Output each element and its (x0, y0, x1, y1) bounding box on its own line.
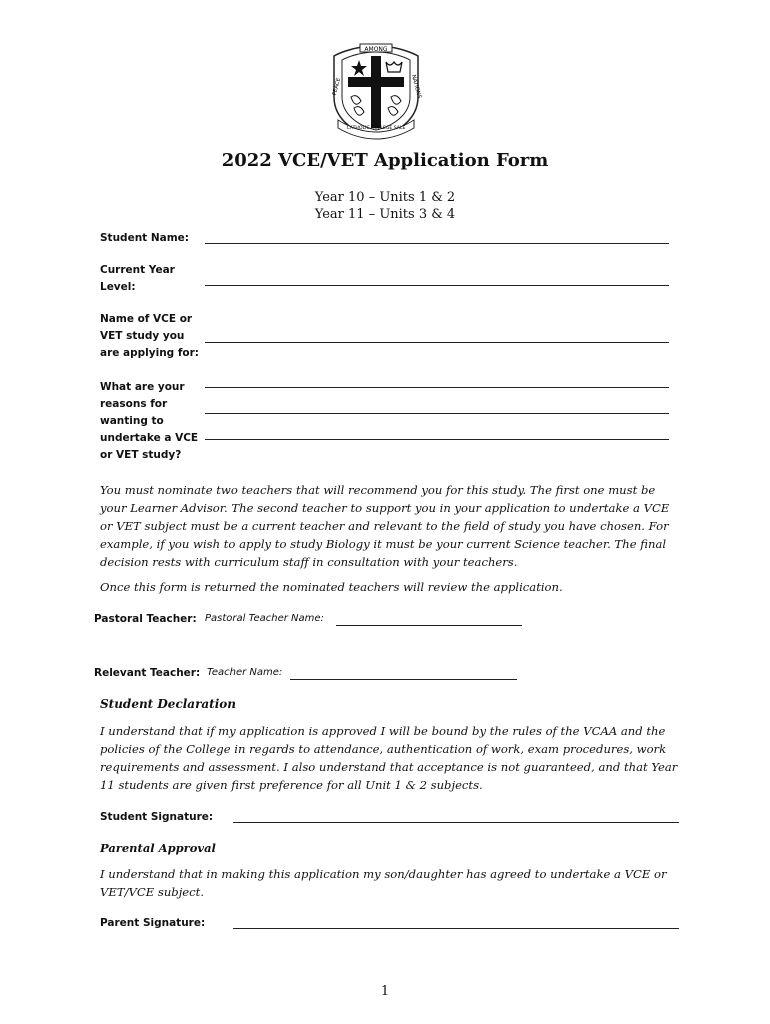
student-name-label: Student Name: (100, 232, 189, 244)
pastoral-teacher-name-label: Pastoral Teacher Name: (205, 613, 324, 624)
declaration-line-2: policies of the College in regards to attendance, authentication of work, exam procedures, work (100, 742, 667, 756)
parent-signature-label: Parent Signature: (100, 917, 206, 929)
reasons-field-line-1[interactable] (205, 387, 669, 388)
declaration-line-3: requirements and assessment. I also understand that acceptance is not guaranteed, and that Year (100, 760, 678, 774)
pastoral-teacher-label: Pastoral Teacher: (94, 613, 197, 625)
instructions-paragraph (100, 481, 700, 571)
study-label-1: Name of VCE or (100, 313, 193, 325)
crest-motto-top: AMONG (364, 46, 388, 53)
subtitle-year10: Year 10 – Units 1 & 2 (314, 190, 456, 205)
crest-motto-right: NATIONS (409, 74, 423, 100)
reasons-label-1: What are your (100, 381, 185, 393)
study-label-3: are applying for: (100, 347, 200, 359)
relevant-teacher-name-field[interactable] (290, 679, 517, 680)
current-year-field[interactable] (205, 285, 669, 286)
parental-line-2: VET/VCE subject. (100, 885, 204, 899)
reasons-label-4: undertake a VCE (100, 432, 199, 444)
parent-signature-field[interactable] (233, 928, 679, 929)
page-number: 1 (380, 984, 390, 999)
relevant-teacher-name-label: Teacher Name: (207, 667, 283, 678)
declaration-line-4: 11 students are given first preference for all Unit 1 & 2 subjects. (100, 778, 483, 792)
crest-motto-left: PEACE (331, 77, 343, 97)
instructions-line-4: example, if you wish to apply to study Biology it must be your current Science teacher. The final (100, 537, 667, 551)
reasons-field-line-3[interactable] (205, 439, 669, 440)
reasons-field-line-2[interactable] (205, 413, 669, 414)
student-signature-field[interactable] (233, 822, 679, 823)
subtitle-year11: Year 11 – Units 3 & 4 (314, 207, 456, 222)
instructions-line-5: decision rests with curriculum staff in consultation with your teachers. (100, 555, 518, 569)
reasons-label-2: reasons for (100, 398, 168, 410)
crest-school-name: CATHOLIC COLLEGE SALE (346, 126, 406, 131)
pastoral-teacher-name-field[interactable] (336, 625, 522, 626)
student-name-field[interactable] (205, 243, 669, 244)
relevant-teacher-label: Relevant Teacher: (94, 667, 201, 679)
study-name-field[interactable] (205, 342, 669, 343)
declaration-paragraph (100, 722, 700, 794)
parental-paragraph (100, 865, 700, 901)
current-year-label-2: Level: (100, 281, 136, 293)
current-year-label-1: Current Year (100, 264, 175, 276)
instructions-line-1: You must nominate two teachers that will recommend you for this study. The first one must be (100, 483, 656, 497)
parental-line-1: I understand that in making this application my son/daughter has agreed to undertake a VCE or (100, 867, 667, 881)
reasons-label-5: or VET study? (100, 449, 182, 461)
page-title: 2022 VCE/VET Application Form (221, 150, 549, 171)
student-declaration-heading: Student Declaration (100, 697, 237, 711)
instructions-line-3: or VET subject must be a current teacher and relevant to the field of study you have chosen. For (100, 519, 669, 533)
reasons-label-3: wanting to (100, 415, 164, 427)
instructions-line-2: your Learner Advisor. The second teacher to support you in your application to undertake a VCE (100, 501, 670, 515)
student-signature-label: Student Signature: (100, 811, 214, 823)
study-label-2: VET study you (100, 330, 185, 342)
parental-approval-heading: Parental Approval (100, 841, 216, 855)
college-crest-logo (326, 42, 426, 140)
declaration-line-1: I understand that if my application is approved I will be bound by the rules of the VCAA and the (100, 724, 666, 738)
instructions-return-note: Once this form is returned the nominated teachers will review the application. (100, 580, 563, 594)
